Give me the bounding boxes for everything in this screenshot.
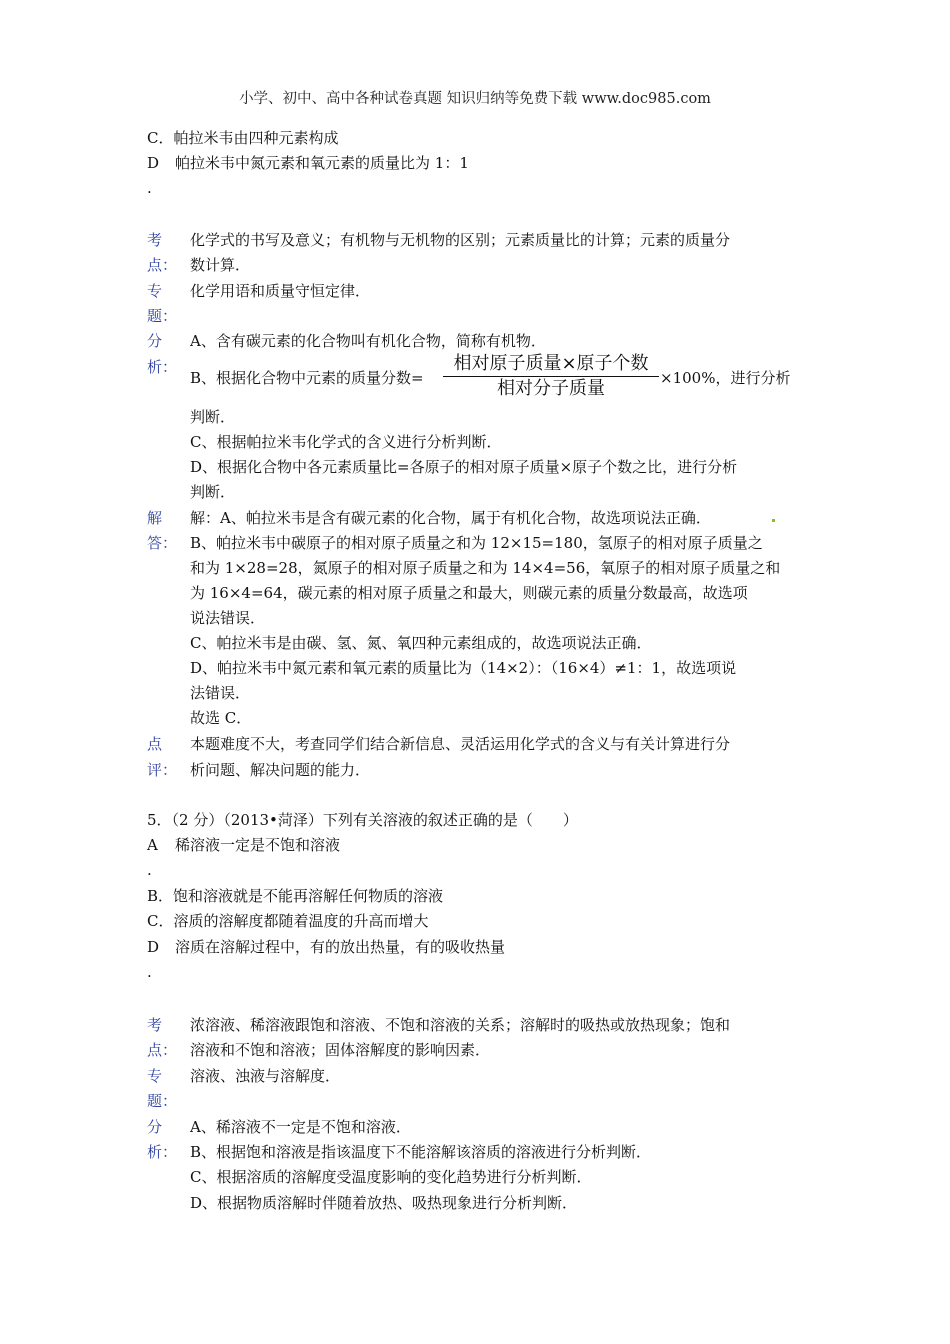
q4-label-zhuanti-1: 专 bbox=[147, 282, 163, 300]
q5-fenxi-line: A、稀溶液不一定是不饱和溶液． bbox=[190, 1118, 411, 1136]
q5-fenxi-line: D、根据物质溶解时伴随着放热、吸热现象进行分析判断． bbox=[190, 1194, 578, 1212]
mass-fraction-formula bbox=[443, 352, 659, 401]
q4-dianping-line: 析问题、解决问题的能力． bbox=[190, 761, 371, 779]
q4-label-dianping-2: 评： bbox=[147, 761, 178, 779]
q4-zhuanti: 化学用语和质量守恒定律． bbox=[190, 282, 371, 300]
page-header: 小学、初中、高中各种试卷真题 知识归纳等免费下载 www.doc985.com bbox=[239, 91, 711, 107]
q5-label-fenxi-2: 析： bbox=[147, 1143, 178, 1161]
q4-jieda-line: 解：A、帕拉米韦是含有碳元素的化合物，属于有机化合物，故选项说法正确． bbox=[190, 509, 711, 527]
q4-label-kaodian-2: 点： bbox=[147, 256, 178, 274]
q5-option-a-letter: A bbox=[147, 836, 158, 854]
q4-jieda-line: 为 16×4=64，碳元素的相对原子质量之和最大，则碳元素的质量分数最高，故选项 bbox=[190, 584, 748, 602]
q4-jieda-answer: 故选 C． bbox=[190, 709, 252, 727]
q5-fenxi-line: C、根据溶质的溶解度受温度影响的变化趋势进行分析判断． bbox=[190, 1168, 592, 1186]
q5-label-fenxi-1: 分 bbox=[147, 1118, 163, 1136]
q4-dianping-line: 本题难度不大，考查同学们结合新信息、灵活运用化学式的含义与有关计算进行分 bbox=[190, 735, 731, 753]
q5-option-d-text: 溶质在溶解过程中，有的放出热量，有的吸收热量 bbox=[175, 938, 506, 956]
q4-fenxi-b-cont: 判断． bbox=[190, 408, 236, 426]
q4-label-fenxi-2: 析： bbox=[147, 358, 178, 376]
q4-jieda-line: 说法错误． bbox=[190, 609, 266, 627]
q5-kaodian-line: 浓溶液、稀溶液跟饱和溶液、不饱和溶液的关系；溶解时的吸热或放热现象；饱和 bbox=[190, 1016, 731, 1034]
q4-fenxi-c: C、根据帕拉米韦化学式的含义进行分析判断． bbox=[190, 433, 502, 451]
q5-option-a-dot: . bbox=[147, 861, 152, 879]
q4-fenxi-a: A、含有碳元素的化合物叫有机化合物，简称有机物． bbox=[190, 332, 546, 350]
green-dot-mark bbox=[772, 519, 775, 522]
q5-option-d-letter: D bbox=[147, 938, 160, 956]
q4-option-d-dot: . bbox=[147, 179, 152, 197]
q5-option-c: C．溶质的溶解度都随着温度的升高而增大 bbox=[147, 912, 429, 930]
q5-option-a-text: 稀溶液一定是不饱和溶液 bbox=[175, 836, 341, 854]
q5-label-zhuanti-1: 专 bbox=[147, 1067, 163, 1085]
q5-label-zhuanti-2: 题： bbox=[147, 1092, 178, 1110]
q4-fenxi-d: D、根据化合物中各元素质量比=各原子的相对原子质量×原子个数之比，进行分析 bbox=[190, 458, 738, 476]
q4-jieda-line: C、帕拉米韦是由碳、氢、氮、氧四种元素组成的，故选项说法正确． bbox=[190, 634, 652, 652]
formula-numerator: 相对原子质量×原子个数 bbox=[443, 352, 659, 377]
q4-fenxi-d: 判断． bbox=[190, 483, 236, 501]
q4-fenxi-b-prefix: B、根据化合物中元素的质量分数= bbox=[190, 369, 424, 387]
q4-kaodian-line: 数计算． bbox=[190, 256, 251, 274]
q4-jieda-line: 和为 1×28=28，氮原子的相对原子质量之和为 14×4=56，氧原子的相对原子质量之和 bbox=[190, 559, 781, 577]
q4-option-d-letter: D bbox=[147, 154, 160, 172]
q4-jieda-line: D、帕拉米韦中氮元素和氧元素的质量比为（14×2）：（16×4）≠1：1，故选项说 bbox=[190, 659, 737, 677]
q5-option-b: B．饱和溶液就是不能再溶解任何物质的溶液 bbox=[147, 887, 444, 905]
q4-label-dianping-1: 点 bbox=[147, 735, 163, 753]
formula-denominator: 相对分子质量 bbox=[497, 378, 605, 399]
q5-zhuanti: 溶液、浊液与溶解度． bbox=[190, 1067, 341, 1085]
q5-label-kaodian-2: 点： bbox=[147, 1041, 178, 1059]
q5-label-kaodian-1: 考 bbox=[147, 1016, 163, 1034]
q4-fenxi-b-suffix: ×100%，进行分析 bbox=[660, 369, 791, 387]
q4-jieda-line: 法错误． bbox=[190, 684, 251, 702]
q4-option-d-text: 帕拉米韦中氮元素和氧元素的质量比为 1：1 bbox=[175, 154, 469, 172]
q4-label-jieda-1: 解 bbox=[147, 509, 163, 527]
q4-label-jieda-2: 答： bbox=[147, 534, 178, 552]
q5-fenxi-line: B、根据饱和溶液是指该温度下不能溶解该溶质的溶液进行分析判断． bbox=[190, 1143, 652, 1161]
q5-kaodian-line: 溶液和不饱和溶液；固体溶解度的影响因素． bbox=[190, 1041, 491, 1059]
q4-label-kaodian-1: 考 bbox=[147, 231, 163, 249]
q5-option-d-dot: . bbox=[147, 963, 152, 981]
q4-kaodian-line: 化学式的书写及意义；有机物与无机物的区别；元素质量比的计算；元素的质量分 bbox=[190, 231, 731, 249]
q5-stem: 5．（2 分）（2013•菏泽）下列有关溶液的叙述正确的是（ ） bbox=[147, 811, 578, 829]
q4-option-c: C．帕拉米韦由四种元素构成 bbox=[147, 129, 339, 147]
q4-label-zhuanti-2: 题： bbox=[147, 307, 178, 325]
q4-label-fenxi-1: 分 bbox=[147, 332, 163, 350]
q4-jieda-line: B、帕拉米韦中碳原子的相对原子质量之和为 12×15=180，氢原子的相对原子质量之 bbox=[190, 534, 763, 552]
